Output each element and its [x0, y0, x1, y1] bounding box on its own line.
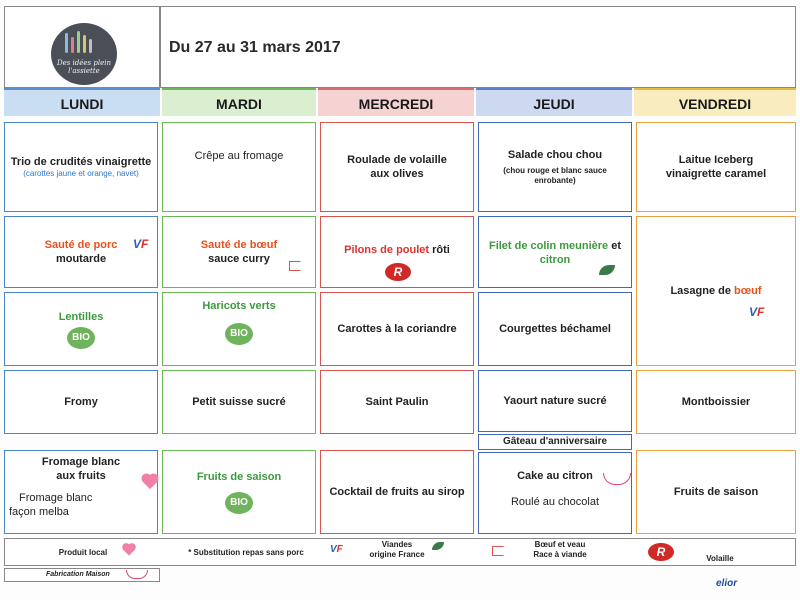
dish-name: Montboissier [681, 396, 751, 408]
dish-name: Roulade de volaille [347, 154, 447, 166]
jeudi-accompagnement [478, 292, 632, 366]
vendredi-dessert [636, 450, 796, 534]
lundi-fromage [4, 370, 158, 434]
legend-boeuf [510, 540, 610, 560]
dish-name: Sauté de porc [44, 239, 118, 251]
day-header-mardi: MARDI [162, 88, 316, 116]
mercredi-accompagnement [320, 292, 474, 366]
legend-viandes-line1: Viandes [381, 540, 413, 549]
title-panel [160, 6, 796, 88]
legend-volaille: Volaille [706, 554, 734, 563]
label-rouge-icon: R [648, 543, 674, 561]
restaurant-logo [51, 23, 117, 85]
dish-name: Lentilles [58, 310, 104, 323]
dish-sauce: sauce curry [208, 253, 270, 265]
dish-detail: (chou rouge et blanc sauce [503, 166, 607, 175]
dish-name: Fruits de saison [673, 486, 759, 498]
dish-sauce: moutarde [55, 253, 107, 265]
bio-icon: BIO [67, 327, 95, 349]
dish-name-line2: aux olives [370, 168, 424, 180]
dish-name-line2: vinaigrette caramel [665, 168, 767, 180]
page-title: Du 27 au 31 mars 2017 [169, 39, 341, 56]
legend-boeuf-line1: Bœuf et veau [534, 540, 586, 549]
dish-name: Petit suisse sucré [192, 396, 286, 408]
label-rouge-icon: R [385, 263, 411, 281]
dish-cooking: rôti [432, 244, 450, 256]
lundi-entree [4, 122, 158, 212]
viande-francaise-icon: VF [133, 237, 149, 251]
mardi-dessert [162, 450, 316, 534]
legend-fabrication: Fabrication Maison [46, 571, 110, 578]
dish-name: Saint Paulin [365, 396, 429, 408]
dish-detail-line2: enrobante) [534, 176, 576, 185]
dish-name: Fruits de saison [196, 471, 282, 483]
bio-icon: BIO [225, 492, 253, 514]
dish-name-line2: citron [539, 254, 571, 266]
dish-name: Gâteau d'anniversaire [502, 436, 608, 447]
dish-alt: Fromage blanc [19, 492, 93, 504]
jeudi-dessert [478, 452, 632, 534]
dish-name: Fromage blanc [41, 456, 121, 468]
legend-viandes-line2: origine France [369, 550, 425, 559]
dish-name: Salade chou chou [507, 149, 603, 161]
dish-alt-line2: façon melba [9, 506, 69, 518]
dish-name: Yaourt nature sucré [503, 395, 607, 407]
viande-francaise-icon: VF [749, 305, 765, 319]
dish-connector: et [611, 240, 622, 252]
vendredi-plat [636, 216, 796, 366]
dish-alt: Roulé au chocolat [510, 496, 600, 508]
dish-detail: (carottes jaune et orange, navet) [23, 169, 139, 178]
dish-name: Sauté de bœuf [200, 239, 278, 251]
legend-substitution: * Substitution repas sans porc [188, 548, 304, 557]
day-header-jeudi: JEUDI [476, 88, 632, 116]
dish-name: Filet de colin meunière [488, 240, 609, 252]
lundi-dessert [4, 450, 158, 534]
logo-panel [4, 6, 160, 88]
dish-name: Courgettes béchamel [499, 323, 611, 335]
bio-icon: BIO [225, 323, 253, 345]
dish-name: Laitue Iceberg [678, 154, 754, 166]
legend-boeuf-line2: Race à viande [533, 550, 587, 559]
elior-logo: elior [716, 578, 738, 589]
dish-name: Lasagne de [670, 285, 731, 297]
vendredi-fromage [636, 370, 796, 434]
mardi-plat [162, 216, 316, 288]
logo-text: Des idées plein l'assiette [56, 59, 111, 75]
flag-icon [492, 546, 504, 556]
dish-name: Haricots verts [202, 300, 276, 312]
dish-meat: bœuf [734, 285, 762, 297]
lundi-accompagnement [4, 292, 158, 366]
dish-name: Trio de crudités vinaigrette [10, 156, 152, 168]
race-a-viande-icon [289, 261, 301, 271]
legend-viandes [352, 540, 442, 560]
dish-name: Cake au citron [517, 470, 593, 482]
dish-name: Cocktail de fruits au sirop [329, 486, 465, 498]
fabrication-maison-icon [603, 473, 631, 485]
utensils-icon [65, 31, 105, 55]
peche-durable-icon [599, 265, 615, 275]
lundi-plat [4, 216, 158, 288]
day-header-vendredi: VENDREDI [634, 88, 796, 116]
mercredi-entree [320, 122, 474, 212]
dish-name: Carottes à la coriandre [337, 323, 457, 335]
mardi-accompagnement [162, 292, 316, 366]
mercredi-dessert [320, 450, 474, 534]
mardi-fromage [162, 370, 316, 434]
mardi-entree [162, 122, 316, 212]
jeudi-special [478, 434, 632, 450]
legend-produit-local: Produit local [58, 548, 108, 557]
vf-icon: VF [330, 544, 343, 555]
dish-name: Pilons de poulet [344, 244, 430, 256]
jeudi-plat [478, 216, 632, 288]
dish-name: Fromy [64, 396, 98, 408]
day-header-lundi: LUNDI [4, 88, 160, 116]
dish-name-line2: aux fruits [56, 470, 106, 482]
vendredi-entree [636, 122, 796, 212]
mercredi-fromage [320, 370, 474, 434]
mercredi-plat [320, 216, 474, 288]
produit-local-icon [143, 475, 157, 489]
dish-name: Crêpe au fromage [194, 150, 284, 162]
jeudi-entree [478, 122, 632, 212]
jeudi-fromage [478, 370, 632, 432]
day-header-mercredi: MERCREDI [318, 88, 474, 116]
